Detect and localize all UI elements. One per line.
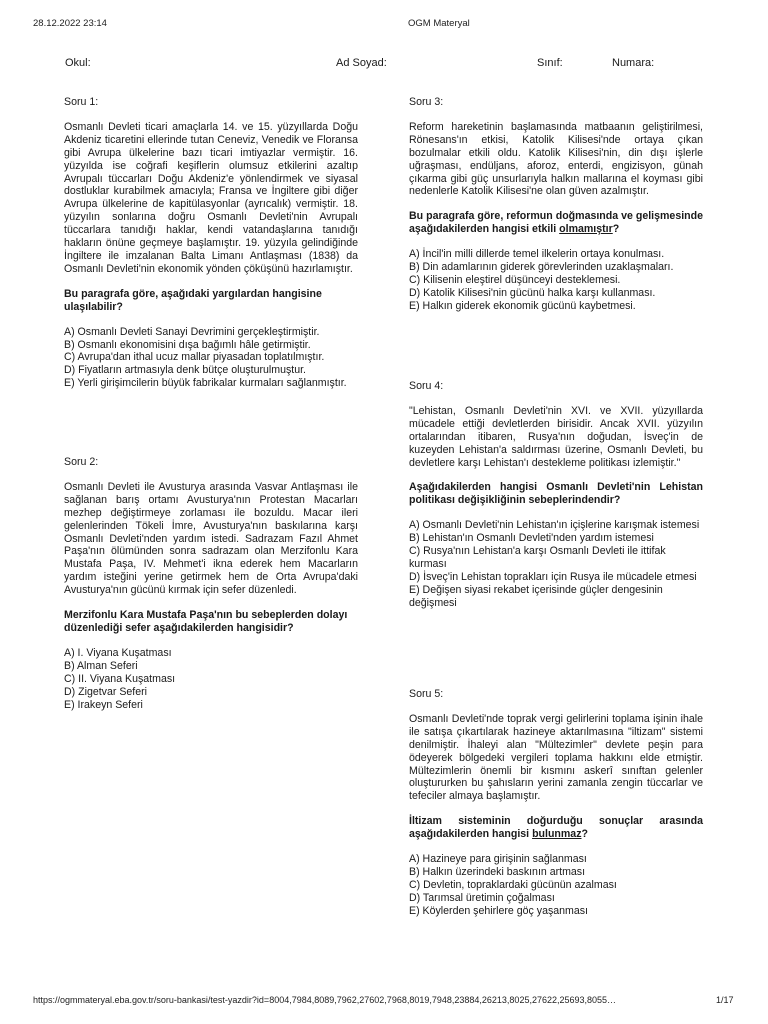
okul-field: Okul: [65,57,91,69]
question-5-label: Soru 5: [409,688,444,700]
print-datetime: 28.12.2022 23:14 [33,18,107,29]
question-5-stem-mark: ? [581,828,588,841]
question-4-paragraph: "Lehistan, Osmanlı Devleti'nin XVI. ve XVII. yüzyıllarda mücadele ettiği devletlerden birisidir. Ancak XVII. yüzyılın ortalarından itibaren, Rusya'nın doğudan, İsveç'in de kuzeyden Lehistan'a saldırması üzerine, Osmanlı Devleti, bu devletlere karşı Lehistan'ı destekleme politikası izlemiştir." [409,404,703,469]
option-a: A) İncil'in milli dillerde temel ilkelerin ortaya konulması. [409,248,665,261]
sinif-field: Sınıf: [537,57,563,69]
ad-soyad-field: Ad Soyad: [336,57,387,69]
question-3-stem-text: Bu paragrafa göre, reformun doğmasında ve gelişmesinde aşağıdakilerden hangisi etkili [409,210,703,236]
question-4-label: Soru 4: [409,380,444,392]
question-3 [409,96,703,313]
option-e: E) Halkın giderek ekonomik gücünü kaybetmesi. [409,299,636,312]
print-url: https://ogmmateryal.eba.gov.tr/soru-bankasi/test-yazdir?id=8004,7984,8089,7962,27602,7968,8019,7948,23884,26213,8025,27622,25693,8055… [33,995,617,1005]
question-5-stem-text: İltizam sisteminin doğurduğu sonuçlar arasında aşağıdakilerden hangisi [409,815,703,841]
option-c: C) Devletin, topraklardaki gücünün azalması [409,878,617,891]
question-2-paragraph: Osmanlı Devleti ile Avusturya arasında Vasvar Antlaşması ile sağlanan barış ortamı Avusturya'nın Protestan Macarları mezhep değiştirmeye zorlaması ile bozuldu. Macar ileri gelenlerinden Tökeli İmre, Avusturya'nın baskılarına karşı Osmanlı Devleti'nden yardım istedi. Sadrazam Fazıl Ahmet Paşa'nın ölümünden sonra sadrazam olan Merzifonlu Kara Mustafa Paşa, IV. Mehmet'i ikna ederek hem Macarların yardım isteğini yerine getirmek hem de Orta Avrupa'daki Avusturya'nın gücünü kırmak için sefer düzenledi. [64,480,358,597]
question-4 [409,380,703,610]
option-c: C) Rusya'nın Lehistan'a karşı Osmanlı Devleti ile ittifak kurması [409,545,666,570]
option-b: B) Osmanlı ekonomisini dışa bağımlı hâle getirmiştir. [64,338,311,351]
question-4-options [409,519,703,609]
option-c: C) II. Viyana Kuşatması [64,672,176,685]
option-a: A) Osmanlı Devleti Sanayi Devrimini gerçekleştirmiştir. [64,325,320,338]
option-e: E) Irakeyn Seferi [64,698,143,711]
question-1-paragraph: Osmanlı Devleti ticari amaçlarla 14. ve 15. yüzyıllarda Doğu Akdeniz ticaretini ellerinde tutan Ceneviz, Venedik ve Floransa gibi Avrupa ülkelerine bazı ticari imtiyazlar vermiştir. 16. yüzyılda ise coğrafi keşiflerin olumsuz etkilerini azaltıp Avrupalı tüccarları Doğu Akdeniz'e yönlendirmek ve siyasal dostluklar kurabilmek amacıyla; Fransa ve İngiltere gibi diğer Avrupa ülkelerine de kapitülasyonlar (ayrıcalık) vermiştir. 18. yüzyılın sonlarına doğru Osmanlı Devleti'nin Avrupalı tüccarlara tanıdığı haklar, kendi vatandaşlarına tanıdığı hakların önüne geçmeye başlamıştır. 19. yüzyıla gelindiğinde İngiltere ile imzalanan Balta Limanı Antlaşması (1838) da Osmanlı Devleti'nin ekonomik yönden çöküşünü hazırlamıştır. [64,120,358,275]
option-d: D) Tarımsal üretimin çoğalması [409,891,555,904]
option-e: E) Köylerden şehirlere göç yaşanması [409,904,589,917]
option-e: E) Yerli girişimcilerin büyük fabrikalar kurmaları sağlanmıştır. [64,377,347,390]
question-3-stem-underlined: olmamıştır [559,223,613,236]
option-b: B) Halkın üzerindeki baskının artması [409,865,586,878]
question-3-label: Soru 3: [409,96,444,108]
question-5 [409,688,703,918]
question-1-options [64,326,358,391]
option-e: E) Değişen siyasi rekabet içerisinde güçler dengesinin değişmesi [409,583,663,609]
question-2-label: Soru 2: [64,456,99,468]
question-2 [64,456,358,711]
option-b: B) Lehistan'ın Osmanlı Devleti'nden yardım istemesi [409,532,654,545]
option-d: D) İsveç'in Lehistan toprakları için Rusya ile mücadele etmesi [409,570,697,583]
page-number: 1/17 [716,995,734,1005]
numara-field: Numara: [612,57,655,69]
question-5-stem-underlined: bulunmaz [532,828,582,841]
option-c: C) Kilisenin eleştirel düşünceyi desteklemesi. [409,273,621,286]
print-title: OGM Materyal [408,18,470,29]
option-a: A) Osmanlı Devleti'nin Lehistan'ın içişlerine karışmak istemesi [409,519,700,532]
question-1-stem: Bu paragrafa göre, aşağıdaki yargılardan hangisine ulaşılabilir? [64,287,322,313]
option-d: D) Zigetvar Seferi [64,685,148,698]
question-5-stem [409,815,703,841]
question-5-options [409,853,703,918]
option-d: D) Katolik Kilisesi'nin gücünü halka karşı kullanması. [409,286,656,299]
question-3-paragraph: Reform hareketinin başlamasında matbaanın geliştirilmesi, Rönesans'ın etkisi, Katolik Kilisesi'nde ortaya çıkan bozulmalar etkili oldu. Katolik Kilisesi'nin, din dışı işlerle uğraşması, endüljans, aforoz, enterdi, engizisyon, günah çıkarma gibi güç unsurlarıyla halkın mallarına el koyması gibi nedenlerle Katolik Kilisesi'ne olan güven azalmıştır. [409,120,703,198]
option-c: C) Avrupa'dan ithal ucuz mallar piyasadan toplatılmıştır. [64,351,325,364]
option-a: A) Hazineye para girişinin sağlanması [409,853,587,866]
question-3-options [409,248,703,313]
option-d: D) Fiyatların artmasıyla denk bütçe oluşturulmuştur. [64,364,306,377]
question-3-stem [409,210,703,236]
question-1-label: Soru 1: [64,96,99,108]
question-1 [64,96,358,390]
question-2-stem: Merzifonlu Kara Mustafa Paşa'nın bu sebeplerden dolayı düzenlediği sefer aşağıdakilerden hangisidir? [64,609,348,634]
option-b: B) Alman Seferi [64,659,138,672]
option-a: A) I. Viyana Kuşatması [64,646,172,659]
question-4-stem: Aşağıdakilerden hangisi Osmanlı Devleti'nin Lehistan politikası değişikliğinin sebeplerindendir? [409,481,703,507]
question-3-stem-mark: ? [612,223,620,236]
option-b: B) Din adamlarının giderek görevlerinden uzaklaşmaları. [409,261,674,274]
question-5-paragraph: Osmanlı Devleti'nde toprak vergi gelirlerini toplama işinin ihale ile satışa çıkartılarak hazineye aktarılmasına "iltizam" sistemi denilmiştir. İhaleyi alan "Mültezimler" devlete peşin para ödeyerek bölgedeki vergileri toplama hakkını elde etmiştir. Mültezimlerin önemli bir kısmını askerî sınıftan gelenler oluştururken bu şahısların yerini zamanla zengin tüccarlar ve tefeciler almaya başlamıştır. [409,712,703,803]
question-2-options [64,647,358,712]
